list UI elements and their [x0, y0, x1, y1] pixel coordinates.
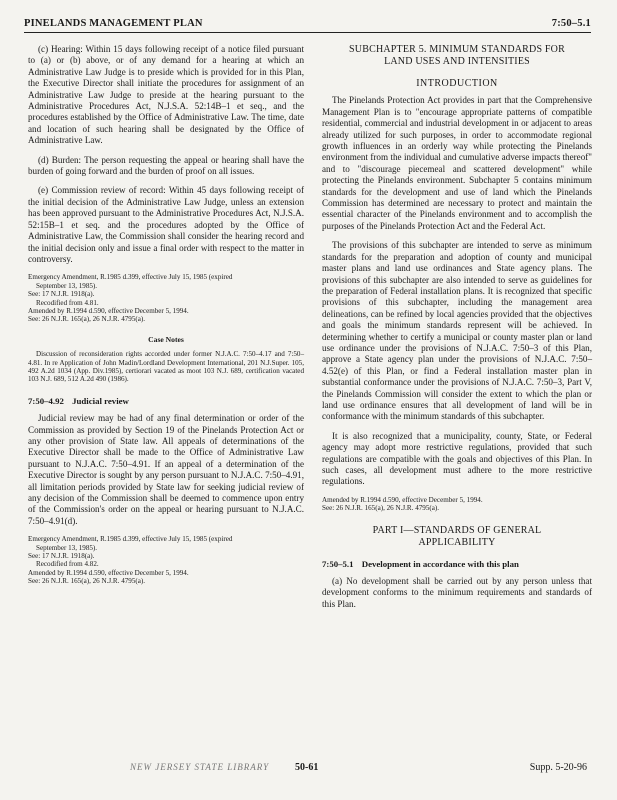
history-line: Recodified from 4.82.: [36, 560, 99, 569]
paragraph-burden: (d) Burden: The person requesting the appeal or hearing shall have the burden of going forward and the burden of proof on all issues.: [28, 154, 304, 177]
history-line: See: 26 N.J.R. 165(a), 26 N.J.R. 4795(a).: [28, 577, 146, 586]
history-line: See: 17 N.J.R. 1918(a).: [28, 290, 95, 299]
subchapter-title: [322, 44, 592, 68]
section-number: 7:50–4.92: [28, 395, 64, 406]
paragraph-intro-3: It is also recognized that a municipality, county, State, or Federal agency may adopt more restrictive regulations, provided that such regulations are compatible with the goals and objectives of this Plan. In such cases, all development must adhere to the more restrictive regulations.: [322, 430, 592, 487]
right-column: [322, 44, 592, 618]
supplement-date: Supp. 5-20-96: [529, 762, 587, 773]
left-column: [28, 44, 304, 596]
history-note: [322, 496, 592, 513]
case-notes-text: Discussion of reconsideration rights accorded under former N.J.A.C. 7:50–4.17 and 7:50–4.81. In re Application of John Madin/Lordland Development International, 201 N.J.Super. 105, 492 A.2d 1034 (App. Div.1985), certiorari vacated as moot 103 N.J. 689, certification vacated 103 N.J. 689, 512 A.2d 490 (1986).: [28, 350, 304, 384]
history-line: Amended by R.1994 d.590, effective December 5, 1994.: [28, 306, 189, 315]
paragraph-intro-1: The Pinelands Protection Act provides in part that the Comprehensive Management Plan is to "encourage appropriate patterns of compatible residential, commercial and industrial development in or adjacent to areas already utilized for such purposes, in order to accommodate regional growth influences in an orderly way while protecting the Pinelands environment from the individual and cumulative adverse impacts thereof" and to "discourage piecemeal and scattered development" while protecting the Pinelands environment. Subchapter 5 contains minimum standards for the development and use of land which the Pinelands Commission has determined are necessary to protect and maintain the essential character of the Pinelands environment and to accomplish the purposes of the Pinelands Protection Act and the Federal Act.: [322, 95, 592, 231]
history-line: See: 17 N.J.R. 1918(a).: [28, 552, 95, 561]
history-line: September 13, 1985).: [36, 543, 98, 552]
history-line: Recodified from 4.81.: [36, 298, 99, 307]
section-title: Development in accordance with this plan: [361, 558, 519, 569]
paragraph-intro-2: The provisions of this subchapter are intended to serve as minimum standards for the preparation and adoption of county and municipal master plans and land use ordinances and State agency plans. The provisions of this subchapter are also intended to serve as guidelines for the preparation of Federal installation plans. It is recognized that specific provisions of this subchapter, including the management area delineations, can be refined by local agencies provided that the objectives and goals the minimum standards represent will be achieved. In determining whether to certify a municipal or county master plan or land use ordinance under the provisions of N.J.A.C. 7:50–3 of this Plan, approve a State agency plan under the provisions of N.J.A.C. 7:50–4.52(e) of this Plan, or find a Federal installation master plan in substantial conformance under the provisions of N.J.A.C. 7:50–3, Part V, the Pinelands Commission will consider the extent to which the plan or land use ordinance ensures that all development of land will be in conformance with the minimum standards of this subchapter.: [322, 240, 592, 422]
history-line: See: 26 N.J.R. 165(a), 26 N.J.R. 4795(a).: [322, 504, 440, 513]
section-number: 7:50–5.1: [322, 558, 354, 569]
history-line: See: 26 N.J.R. 165(a), 26 N.J.R. 4795(a).: [28, 315, 146, 324]
part-heading: [322, 525, 592, 549]
header-section-number: 7:50–5.1: [551, 18, 591, 29]
section-heading-development: [322, 559, 592, 570]
history-line: Emergency Amendment, R.1985 d.399, effective July 15, 1985 (expired: [28, 535, 233, 544]
header-rule: [24, 32, 591, 33]
page-number: 50-61: [295, 762, 319, 773]
part-heading-line: PART I—STANDARDS OF GENERAL: [372, 524, 542, 536]
paragraph-development-a: (a) No development shall be carried out by any person unless that development conforms to the minimum requirements and standards of this Plan.: [322, 576, 592, 609]
section-heading-judicial-review: [28, 396, 304, 407]
subchapter-title-line: SUBCHAPTER 5. MINIMUM STANDARDS FOR: [349, 44, 565, 55]
part-heading-line: APPLICABILITY: [418, 536, 496, 548]
history-line: September 13, 1985).: [36, 281, 98, 290]
section-title: Judicial review: [72, 395, 129, 406]
paragraph-judicial-review: Judicial review may be had of any final determination or order of the Commission as provided by Section 19 of the Pinelands Protection Act or any other provision of State law. All appeals of determinations of the Executive Director shall be made to the Office of Administrative Law pursuant to N.J.A.C. 7:50–4.91. If an appeal of a determination of the Executive Director is sought by any person pursuant to N.J.A.C. 7:50–4.91, all limitation periods provided by State law for seeking judicial review of any decision of the Commission shall be deemed to commence upon entry of the Commission's order on the appeal or hearing pursuant to N.J.A.C. 7:50–4.91(d).: [28, 413, 304, 526]
history-note: [28, 273, 304, 323]
history-note: [28, 535, 304, 585]
paragraph-hearing: (c) Hearing: Within 15 days following receipt of a notice filed pursuant to (a) or (b) above, or of any demand for a hearing at which an Administrative Law Judge is to preside which is provided for in this Plan, the Executive Director shall initiate the procedures for assignment of an Administrative Law Judge to preside at the hearing pursuant to the Administrative Procedures Act, N.J.S.A. 52:14B–1 et seq., and the procedures established by the Office of Administrative Law. The time, date and location of such hearing shall be designated by the Office of Administrative Law.: [28, 44, 304, 146]
history-line: Amended by R.1994 d.590, effective December 5, 1994.: [28, 568, 189, 577]
history-line: Emergency Amendment, R.1985 d.399, effective July 15, 1985 (expired: [28, 273, 233, 282]
header-title: PINELANDS MANAGEMENT PLAN: [24, 18, 203, 29]
paragraph-commission-review: (e) Commission review of record: Within 45 days following receipt of the initial decision of the Administrative Law Judge, unless an extension has been approved pursuant to the Administrative Procedures Act, N.J.S.A. 52:15B–1 et seq. and the procedures adopted by the Office of Administrative Law, the Commission shall consider the hearing record and the initial decision only and issue a final order with respect to the matter in controversy.: [28, 185, 304, 264]
case-notes-heading: Case Notes: [148, 334, 184, 344]
introduction-heading: INTRODUCTION: [416, 78, 498, 89]
history-line: Amended by R.1994 d.590, effective December 5, 1994.: [322, 495, 483, 504]
running-header: [24, 18, 591, 29]
library-stamp: NEW JERSEY STATE LIBRARY: [130, 762, 270, 772]
subchapter-title-line: LAND USES AND INTENSITIES: [384, 56, 530, 67]
